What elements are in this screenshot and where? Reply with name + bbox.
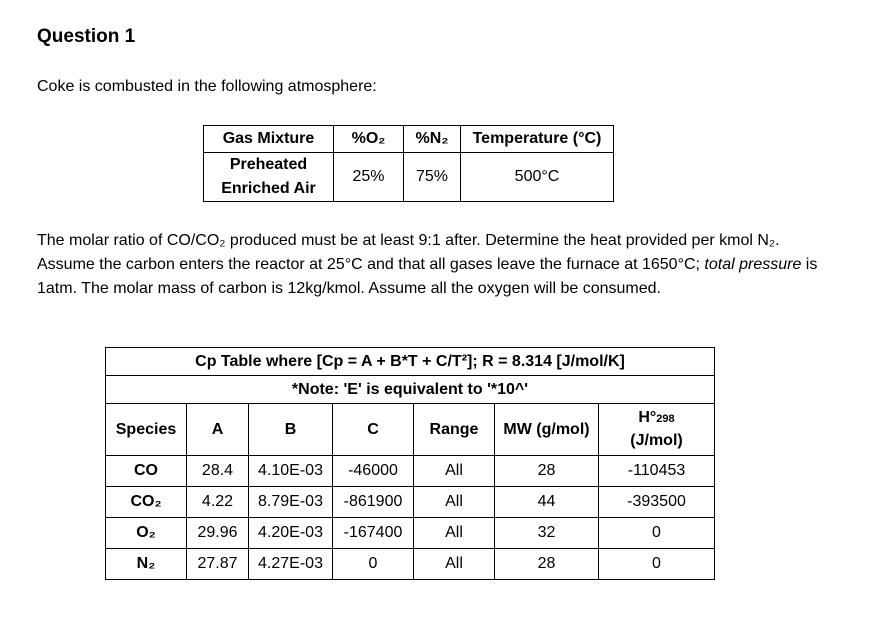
cell-b: 4.20E-03: [249, 518, 333, 549]
header-o2: %O₂: [334, 126, 404, 153]
cell-o2: 25%: [334, 153, 404, 202]
paragraph-part-1: The molar ratio of CO/CO₂ produced must be at least 9:1 after. Determine the heat provided per kmol N₂. Assume the carbon enters the reactor at 25°C and that all gases leave the furnace at 1650°C;: [37, 232, 780, 273]
cp-header-row: [106, 404, 715, 456]
cell-range: All: [414, 456, 495, 487]
header-gas-mixture: Gas Mixture: [204, 126, 334, 153]
cell-c: -167400: [333, 518, 414, 549]
cell-b: 4.10E-03: [249, 456, 333, 487]
cell-temperature: 500°C: [461, 153, 614, 202]
paragraph-part-2: is 1atm. The molar mass of carbon is 12kg/kmol. Assume all the oxygen will be consumed.: [37, 256, 818, 297]
cp-note-row: [106, 376, 715, 404]
header-h-unit: (J/mol): [630, 432, 683, 449]
cell-h: -393500: [599, 487, 715, 518]
paragraph-italic: total pressure: [704, 256, 802, 273]
cell-a: 4.22: [187, 487, 249, 518]
mixture-line-1: Preheated: [229, 156, 308, 173]
cell-h: 0: [599, 549, 715, 580]
table-row: [106, 549, 715, 580]
header-n2: %N₂: [404, 126, 461, 153]
cell-h: -110453: [599, 456, 715, 487]
header-mw: MW (g/mol): [495, 404, 599, 456]
cell-n2: 75%: [404, 153, 461, 202]
table-row: [106, 487, 715, 518]
cell-range: All: [414, 549, 495, 580]
cell-a: 27.87: [187, 549, 249, 580]
question-title: Question 1: [37, 26, 136, 47]
cell-mw: 44: [495, 487, 599, 518]
gas-table-row: [204, 153, 614, 202]
cell-c: -861900: [333, 487, 414, 518]
cell-mw: 32: [495, 518, 599, 549]
cell-range: All: [414, 518, 495, 549]
cell-h: 0: [599, 518, 715, 549]
gas-mixture-table: [203, 125, 614, 202]
table-row: [106, 456, 715, 487]
cp-table-title: Cp Table where [Cp = A + B*T + C/T²]; R = 8.314 [J/mol/K]: [106, 348, 715, 376]
problem-paragraph: [37, 229, 837, 301]
cp-table-note: *Note: 'E' is equivalent to '*10^': [106, 376, 715, 404]
header-species: Species: [106, 404, 187, 456]
cell-mw: 28: [495, 456, 599, 487]
intro-text: Coke is combusted in the following atmosphere:: [37, 78, 377, 95]
table-row: [106, 518, 715, 549]
header-h-sub: 298: [656, 413, 675, 425]
header-a: A: [187, 404, 249, 456]
cell-range: All: [414, 487, 495, 518]
cp-table: [105, 347, 715, 580]
cell-mw: 28: [495, 549, 599, 580]
header-b: B: [249, 404, 333, 456]
header-h-main: H°: [638, 409, 657, 426]
cell-gas-mixture: [204, 153, 334, 202]
header-range: Range: [414, 404, 495, 456]
gas-table-header-row: [204, 126, 614, 153]
cell-c: 0: [333, 549, 414, 580]
cell-species: CO: [106, 456, 187, 487]
cell-b: 8.79E-03: [249, 487, 333, 518]
cell-species: N₂: [106, 549, 187, 580]
cell-species: O₂: [106, 518, 187, 549]
cell-a: 29.96: [187, 518, 249, 549]
cell-b: 4.27E-03: [249, 549, 333, 580]
header-temperature: Temperature (°C): [461, 126, 614, 153]
header-c: C: [333, 404, 414, 456]
header-enthalpy: [599, 404, 715, 456]
cp-title-row: [106, 348, 715, 376]
cell-c: -46000: [333, 456, 414, 487]
cell-species: CO₂: [106, 487, 187, 518]
cell-a: 28.4: [187, 456, 249, 487]
mixture-line-2: Enriched Air: [221, 180, 316, 197]
